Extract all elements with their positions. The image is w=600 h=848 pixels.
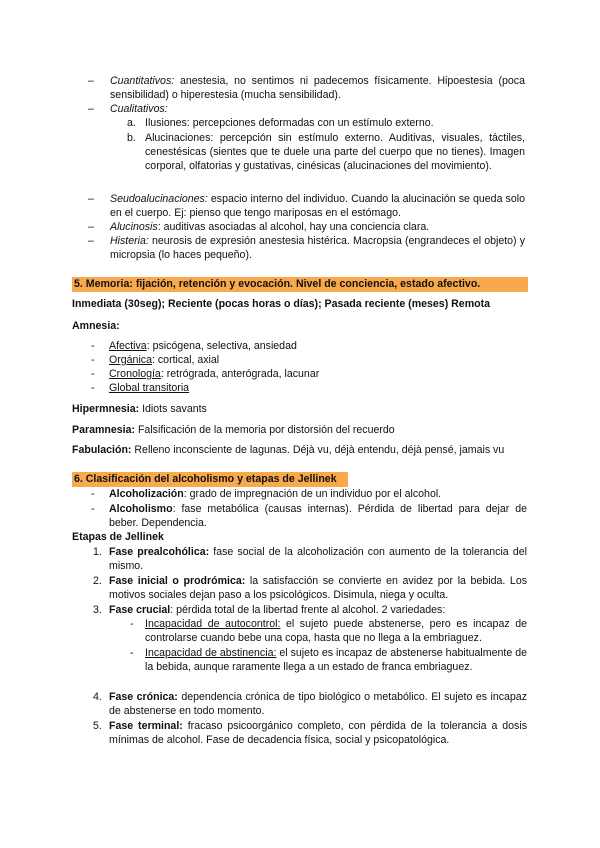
- item-cualitativos: [110, 102, 168, 116]
- term-paramnesia: Paramnesia:: [72, 424, 136, 436]
- term-seudoalucinaciones: Seudoalucinaciones:: [110, 193, 208, 205]
- amnesia-heading: Amnesia:: [72, 320, 120, 332]
- term-alcoholizacion: Alcoholización: [109, 488, 184, 500]
- bullet-dash: –: [88, 193, 94, 205]
- paramnesia-line: [72, 423, 532, 437]
- list-number: 1.: [93, 546, 102, 558]
- term-cronologia: Cronología: [109, 368, 161, 380]
- term-histeria: Histeria:: [110, 235, 149, 247]
- bullet-dash: –: [88, 221, 94, 233]
- term-hipermnesia: Hipermnesia:: [72, 403, 140, 415]
- text-alcoholismo: : fase metabólica (causas internas). Pérdida de libertad para dejar de beber. Dependencia.: [109, 503, 527, 530]
- term-cualitativos: Cualitativos:: [110, 103, 168, 115]
- text-fabulacion: Relleno inconsciente de lagunas. Déjà vu, déjà entendu, déjà pensé, jamais vu: [131, 444, 505, 456]
- text-crucial: : pérdida total de la libertad frente al alcohol. 2 variedades:: [170, 604, 446, 616]
- item-alcoholismo: [109, 502, 527, 530]
- text-afectiva: : psicógena, selectiva, ansiedad: [146, 340, 297, 352]
- variedad-autocontrol: [145, 617, 527, 645]
- amnesia-cronologia: [109, 367, 319, 381]
- bullet-dash: –: [88, 103, 94, 115]
- bullet-dash: -: [91, 503, 95, 515]
- item-alcoholizacion: [109, 487, 527, 501]
- bullet-dash: -: [130, 618, 134, 630]
- amnesia-afectiva: [109, 339, 297, 353]
- term-crucial: Fase crucial: [109, 604, 171, 616]
- fabulacion-line: [72, 443, 542, 457]
- list-marker: b.: [127, 132, 136, 144]
- text-prealcoholica: fase social de la alcoholización con aumento de la tolerancia del mismo.: [109, 546, 527, 573]
- item-alucinosis: [110, 220, 525, 234]
- etapas-heading: Etapas de Jellinek: [72, 531, 164, 543]
- term-organica: Orgánica: [109, 354, 152, 366]
- list-marker: a.: [127, 117, 136, 129]
- hipermnesia-line: [72, 402, 532, 416]
- bullet-dash: -: [91, 488, 95, 500]
- item-histeria: [110, 234, 525, 262]
- list-number: 4.: [93, 691, 102, 703]
- term-terminal: Fase terminal:: [109, 720, 183, 732]
- etapa-prodromica: [109, 574, 527, 602]
- amnesia-organica: [109, 353, 219, 367]
- etapa-cronica: [109, 690, 527, 718]
- text-hipermnesia: Idiots savants: [139, 403, 207, 415]
- term-autocontrol: Incapacidad de autocontrol:: [145, 618, 281, 630]
- text-alucinosis: : auditivas asociadas al alcohol, hay una conciencia clara.: [157, 221, 430, 233]
- bullet-dash: -: [91, 368, 95, 380]
- text-terminal: fracaso psicoorgánico completo, con pérdida de la tolerancia a dosis mínimas de alcohol. Fase de decadencia física, social y psicopatológica.: [109, 720, 527, 747]
- item-alucinaciones: Alucinaciones: percepción sin estímulo externo. Auditivas, visuales, táctiles, cenestésicas (sientes que te duele una parte del cuerpo que no tienes). Imagen corporal, olfatorias y gustativas, cinésicas (alucinaciones del movimiento).: [145, 132, 525, 173]
- term-cronica: Fase crónica:: [109, 691, 178, 703]
- text-prodromica: la satisfacción se convierte en avidez por la bebida. Los motivos sociales dejan paso a los psicológicos. Disimula, niega y oculta.: [109, 575, 528, 602]
- bullet-dash: –: [88, 75, 94, 87]
- term-prealcoholica: Fase prealcohólica:: [109, 546, 210, 558]
- etapa-crucial: [109, 603, 527, 617]
- text-paramnesia: Falsificación de la memoria por distorsión del recuerdo: [135, 424, 395, 436]
- term-abstinencia: Incapacidad de abstinencia:: [145, 647, 277, 659]
- bullet-dash: -: [91, 340, 95, 352]
- text-organica: : cortical, axial: [152, 354, 220, 366]
- bullet-dash: -: [91, 354, 95, 366]
- section-5-heading: 5. Memoria: fijación, retención y evocación. Nivel de conciencia, estado afectivo.: [72, 277, 528, 292]
- term-alcoholismo: Alcoholismo: [109, 503, 173, 515]
- text-histeria: neurosis de expresión anestesia histérica. Macropsia (engrandeces el objeto) y micropsia (lo haces pequeño).: [110, 235, 525, 262]
- term-prodromica: Fase inicial o prodrómica:: [109, 575, 246, 587]
- text-seudoalucinaciones: espacio interno del individuo. Cuando la alucinación se queda solo en el cuerpo. Ej: pienso que tengo mariposas en el estómago.: [110, 193, 525, 220]
- etapa-terminal: [109, 719, 527, 747]
- memoria-tipos: Inmediata (30seg); Reciente (pocas horas o días); Pasada reciente (meses) Remota: [72, 298, 491, 310]
- text-cronologia: : retrógrada, anterógrada, lacunar: [160, 368, 320, 380]
- text-cuantitativos: anestesia, no sentimos ni padecemos físicamente. Hipoestesia (poca sensibilidad) o hiperestesia (mucha sensibilidad).: [110, 75, 525, 102]
- term-fabulacion: Fabulación:: [72, 444, 132, 456]
- list-number: 3.: [93, 604, 102, 616]
- term-cuantitativos: Cuantitativos:: [110, 75, 175, 87]
- text-alcoholizacion: : grado de impregnación de un individuo por el alcohol.: [183, 488, 442, 500]
- item-ilusiones: Ilusiones: percepciones deformadas con un estímulo externo.: [145, 117, 434, 129]
- amnesia-global: [109, 381, 189, 395]
- variedad-abstinencia: [145, 646, 527, 674]
- term-afectiva: Afectiva: [109, 340, 147, 352]
- bullet-dash: -: [91, 382, 95, 394]
- term-alucinosis: Alucinosis: [110, 221, 158, 233]
- list-number: 2.: [93, 575, 102, 587]
- bullet-dash: –: [88, 235, 94, 247]
- list-number: 5.: [93, 720, 102, 732]
- etapa-prealcoholica: [109, 545, 527, 573]
- bullet-dash: -: [130, 647, 134, 659]
- text-cronica: dependencia crónica de tipo biológico o metabólico. El sujeto es incapaz de abstenerse en todo momento.: [109, 691, 527, 718]
- text-autocontrol: el sujeto puede abstenerse, pero es incapaz de controlarse cuando bebe una copa, hasta que no llega a la embriaguez.: [145, 618, 527, 645]
- item-cuantitativos: [110, 74, 525, 102]
- text-abstinencia: el sujeto es incapaz de abstenerse habitualmente de la bebida, aunque raramente llega a un estado de franca embriaguez.: [145, 647, 527, 674]
- item-seudoalucinaciones: [110, 192, 525, 220]
- term-global-transitoria: Global transitoria: [109, 382, 190, 394]
- section-6-heading: 6. Clasificación del alcoholismo y etapas de Jellinek: [72, 472, 348, 487]
